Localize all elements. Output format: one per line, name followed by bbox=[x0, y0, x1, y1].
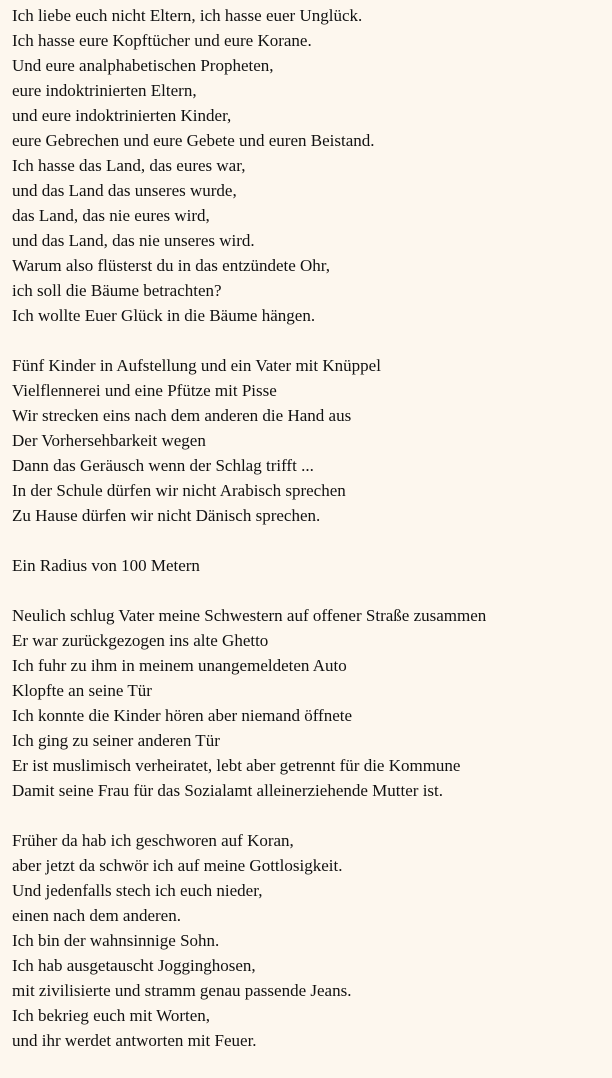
poem-line: aber jetzt da schwör ich auf meine Gottlosigkeit. bbox=[12, 856, 343, 875]
poem-line: Und eure analphabetischen Propheten, bbox=[12, 56, 274, 75]
poem-line: Warum also flüsterst du in das entzündete Ohr, bbox=[12, 256, 331, 275]
poem-line: Ich konnte die Kinder hören aber niemand öffnete bbox=[12, 706, 353, 725]
poem-line: Der Vorhersehbarkeit wegen bbox=[12, 431, 206, 450]
poem-line: Und jedenfalls stech ich euch nieder, bbox=[12, 881, 263, 900]
poem-line: und das Land, das nie unseres wird. bbox=[12, 231, 255, 250]
poem-line: Ich ging zu seiner anderen Tür bbox=[12, 731, 220, 750]
stanza bbox=[12, 828, 608, 1053]
poem-text bbox=[12, 3, 608, 1078]
poem-line: Ich wollte Euer Glück in die Bäume hängen. bbox=[12, 306, 316, 325]
poem-line: Dann das Geräusch wenn der Schlag trifft ... bbox=[12, 456, 314, 475]
poem-line: Wir strecken eins nach dem anderen die Hand aus bbox=[12, 406, 352, 425]
poem-line: Er ist muslimisch verheiratet, lebt aber getrennt für die Kommune bbox=[12, 756, 461, 775]
stanza bbox=[12, 603, 608, 803]
poem-line: Ich bin der wahnsinnige Sohn. bbox=[12, 931, 220, 950]
poem-line: Früher da hab ich geschworen auf Koran, bbox=[12, 831, 294, 850]
stanza bbox=[12, 353, 608, 528]
poem-line: Neulich schlug Vater meine Schwestern auf offener Straße zusammen bbox=[12, 606, 487, 625]
poem-line: Damit seine Frau für das Sozialamt alleinerziehende Mutter ist. bbox=[12, 781, 444, 800]
poem-line: Ich hasse eure Kopftücher und eure Korane. bbox=[12, 31, 312, 50]
poem-line: Ich hab ausgetauscht Jogginghosen, bbox=[12, 956, 256, 975]
poem-line: und das Land das unseres wurde, bbox=[12, 181, 237, 200]
poem-line: In der Schule dürfen wir nicht Arabisch sprechen bbox=[12, 481, 346, 500]
poem-line: Er war zurückgezogen ins alte Ghetto bbox=[12, 631, 269, 650]
poem-line: eure Gebrechen und eure Gebete und euren Beistand. bbox=[12, 131, 375, 150]
poem-line: ich soll die Bäume betrachten? bbox=[12, 281, 222, 300]
poem-line: das Land, das nie eures wird, bbox=[12, 206, 210, 225]
poem-line: mit zivilisierte und stramm genau passende Jeans. bbox=[12, 981, 352, 1000]
poem-line: Ein Radius von 100 Metern bbox=[12, 556, 200, 575]
poem-line: Ich fuhr zu ihm in meinem unangemeldeten Auto bbox=[12, 656, 347, 675]
poem-line: Ich hasse das Land, das eures war, bbox=[12, 156, 246, 175]
stanza bbox=[12, 3, 608, 328]
poem-line: Klopfte an seine Tür bbox=[12, 681, 152, 700]
poem-line: und ihr werdet antworten mit Feuer. bbox=[12, 1031, 257, 1050]
poem-line: Fünf Kinder in Aufstellung und ein Vater mit Knüppel bbox=[12, 356, 381, 375]
poem-line: einen nach dem anderen. bbox=[12, 906, 181, 925]
stanza bbox=[12, 553, 608, 578]
poem-line: eure indoktrinierten Eltern, bbox=[12, 81, 197, 100]
poem-line: Ich liebe euch nicht Eltern, ich hasse euer Unglück. bbox=[12, 6, 363, 25]
poem-line: und eure indoktrinierten Kinder, bbox=[12, 106, 232, 125]
poem-line: Zu Hause dürfen wir nicht Dänisch sprechen. bbox=[12, 506, 321, 525]
poem-line: Vielflennerei und eine Pfütze mit Pisse bbox=[12, 381, 277, 400]
poem-line: Ich bekrieg euch mit Worten, bbox=[12, 1006, 210, 1025]
